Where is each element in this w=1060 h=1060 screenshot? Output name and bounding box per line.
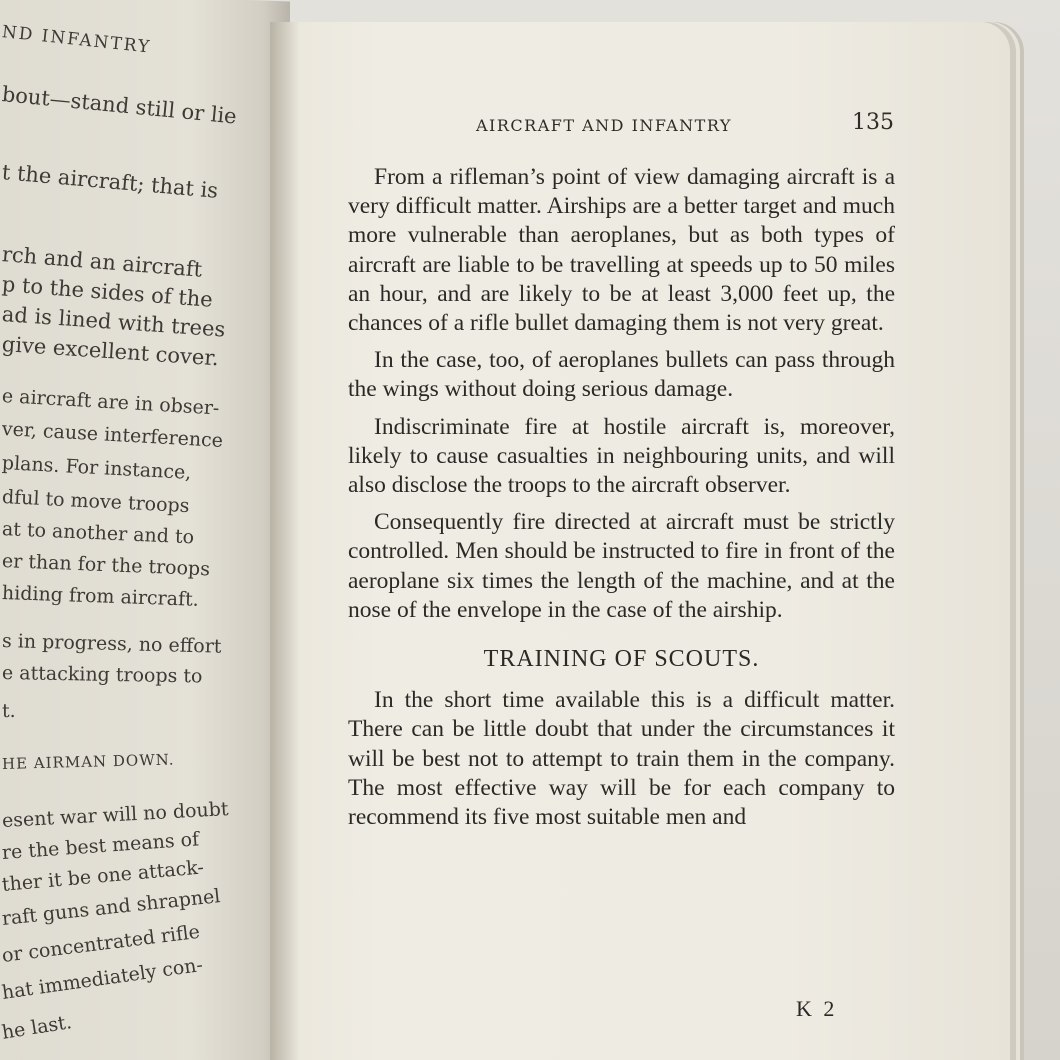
paragraph: In the case, too, of aeroplanes bullets can pass through the wings without doing serious damage. (348, 347, 895, 403)
left-line: p to the sides of the (1, 272, 214, 312)
paragraph: Consequently fire directed at aircraft must be strictly controlled. Men should be instructed to fire in front of the aeroplane six times the length of the machine, and at the nose of the envelope in the case of the airship. (348, 509, 895, 623)
left-line: ver, cause interference (1, 418, 224, 452)
left-running-head: ND INFANTRY (0, 22, 153, 58)
left-section-heading: HE AIRMAN DOWN. (1, 750, 175, 773)
left-line: t. (2, 700, 16, 722)
left-line: e attacking troops to (1, 662, 203, 688)
paragraph: In the short time available this is a difficult matter. There can be little doubt that under the circumstances it will be best not to attempt to train them in the company. The most effective way will be for each company to recommend its five most suitable men and (348, 687, 895, 831)
page-number: 135 (852, 110, 894, 135)
left-line: at to another and to (1, 518, 195, 549)
left-line: re the best means of (1, 828, 200, 864)
left-line: s in progress, no effort (1, 630, 222, 658)
left-page-text (0, 0, 260, 1060)
left-line: ther it be one attack- (1, 856, 205, 896)
left-line: dful to move troops (1, 486, 190, 518)
left-line: raft guns and shrapnel (0, 885, 222, 930)
right-page-body (348, 163, 895, 840)
left-line: bout—stand still or lie (0, 82, 238, 129)
left-line: or concentrated rifle (0, 920, 202, 967)
left-line: plans. For instance, (1, 452, 192, 484)
left-line: rch and an aircraft (1, 242, 204, 282)
paragraph: From a rifleman’s point of view damaging aircraft is a very difficult matter. Airships are a better target and much more vulnerable than aeroplanes, but as both types of aircraft are liable to be travelling at speeds up to 50 miles an hour, and are likely to be at least 3,000 feet up, the chances of a rifle bullet damaging them is not very great. (348, 164, 895, 337)
running-head: AIRCRAFT AND INFANTRY (476, 116, 732, 135)
paragraph: Indiscriminate fire at hostile aircraft is, moreover, likely to cause casualties in neighbouring units, and will also disclose the troops to the aircraft observer. (348, 413, 895, 499)
left-line: he last. (0, 1011, 74, 1044)
left-line: t the aircraft; that is (0, 160, 220, 203)
left-line: esent war will no doubt (1, 798, 230, 832)
page-gutter-shadow (270, 22, 300, 1060)
left-line: e aircraft are in obser- (1, 385, 220, 420)
signature-mark: K 2 (796, 996, 838, 1021)
left-line: er than for the troops (1, 550, 211, 581)
left-line: ad is lined with trees (1, 302, 227, 342)
left-line: hiding from aircraft. (1, 582, 200, 611)
left-line: hat immediately con- (0, 953, 205, 1004)
left-line: give excellent cover. (1, 332, 220, 371)
section-heading: TRAINING OF SCOUTS. (483, 646, 760, 673)
